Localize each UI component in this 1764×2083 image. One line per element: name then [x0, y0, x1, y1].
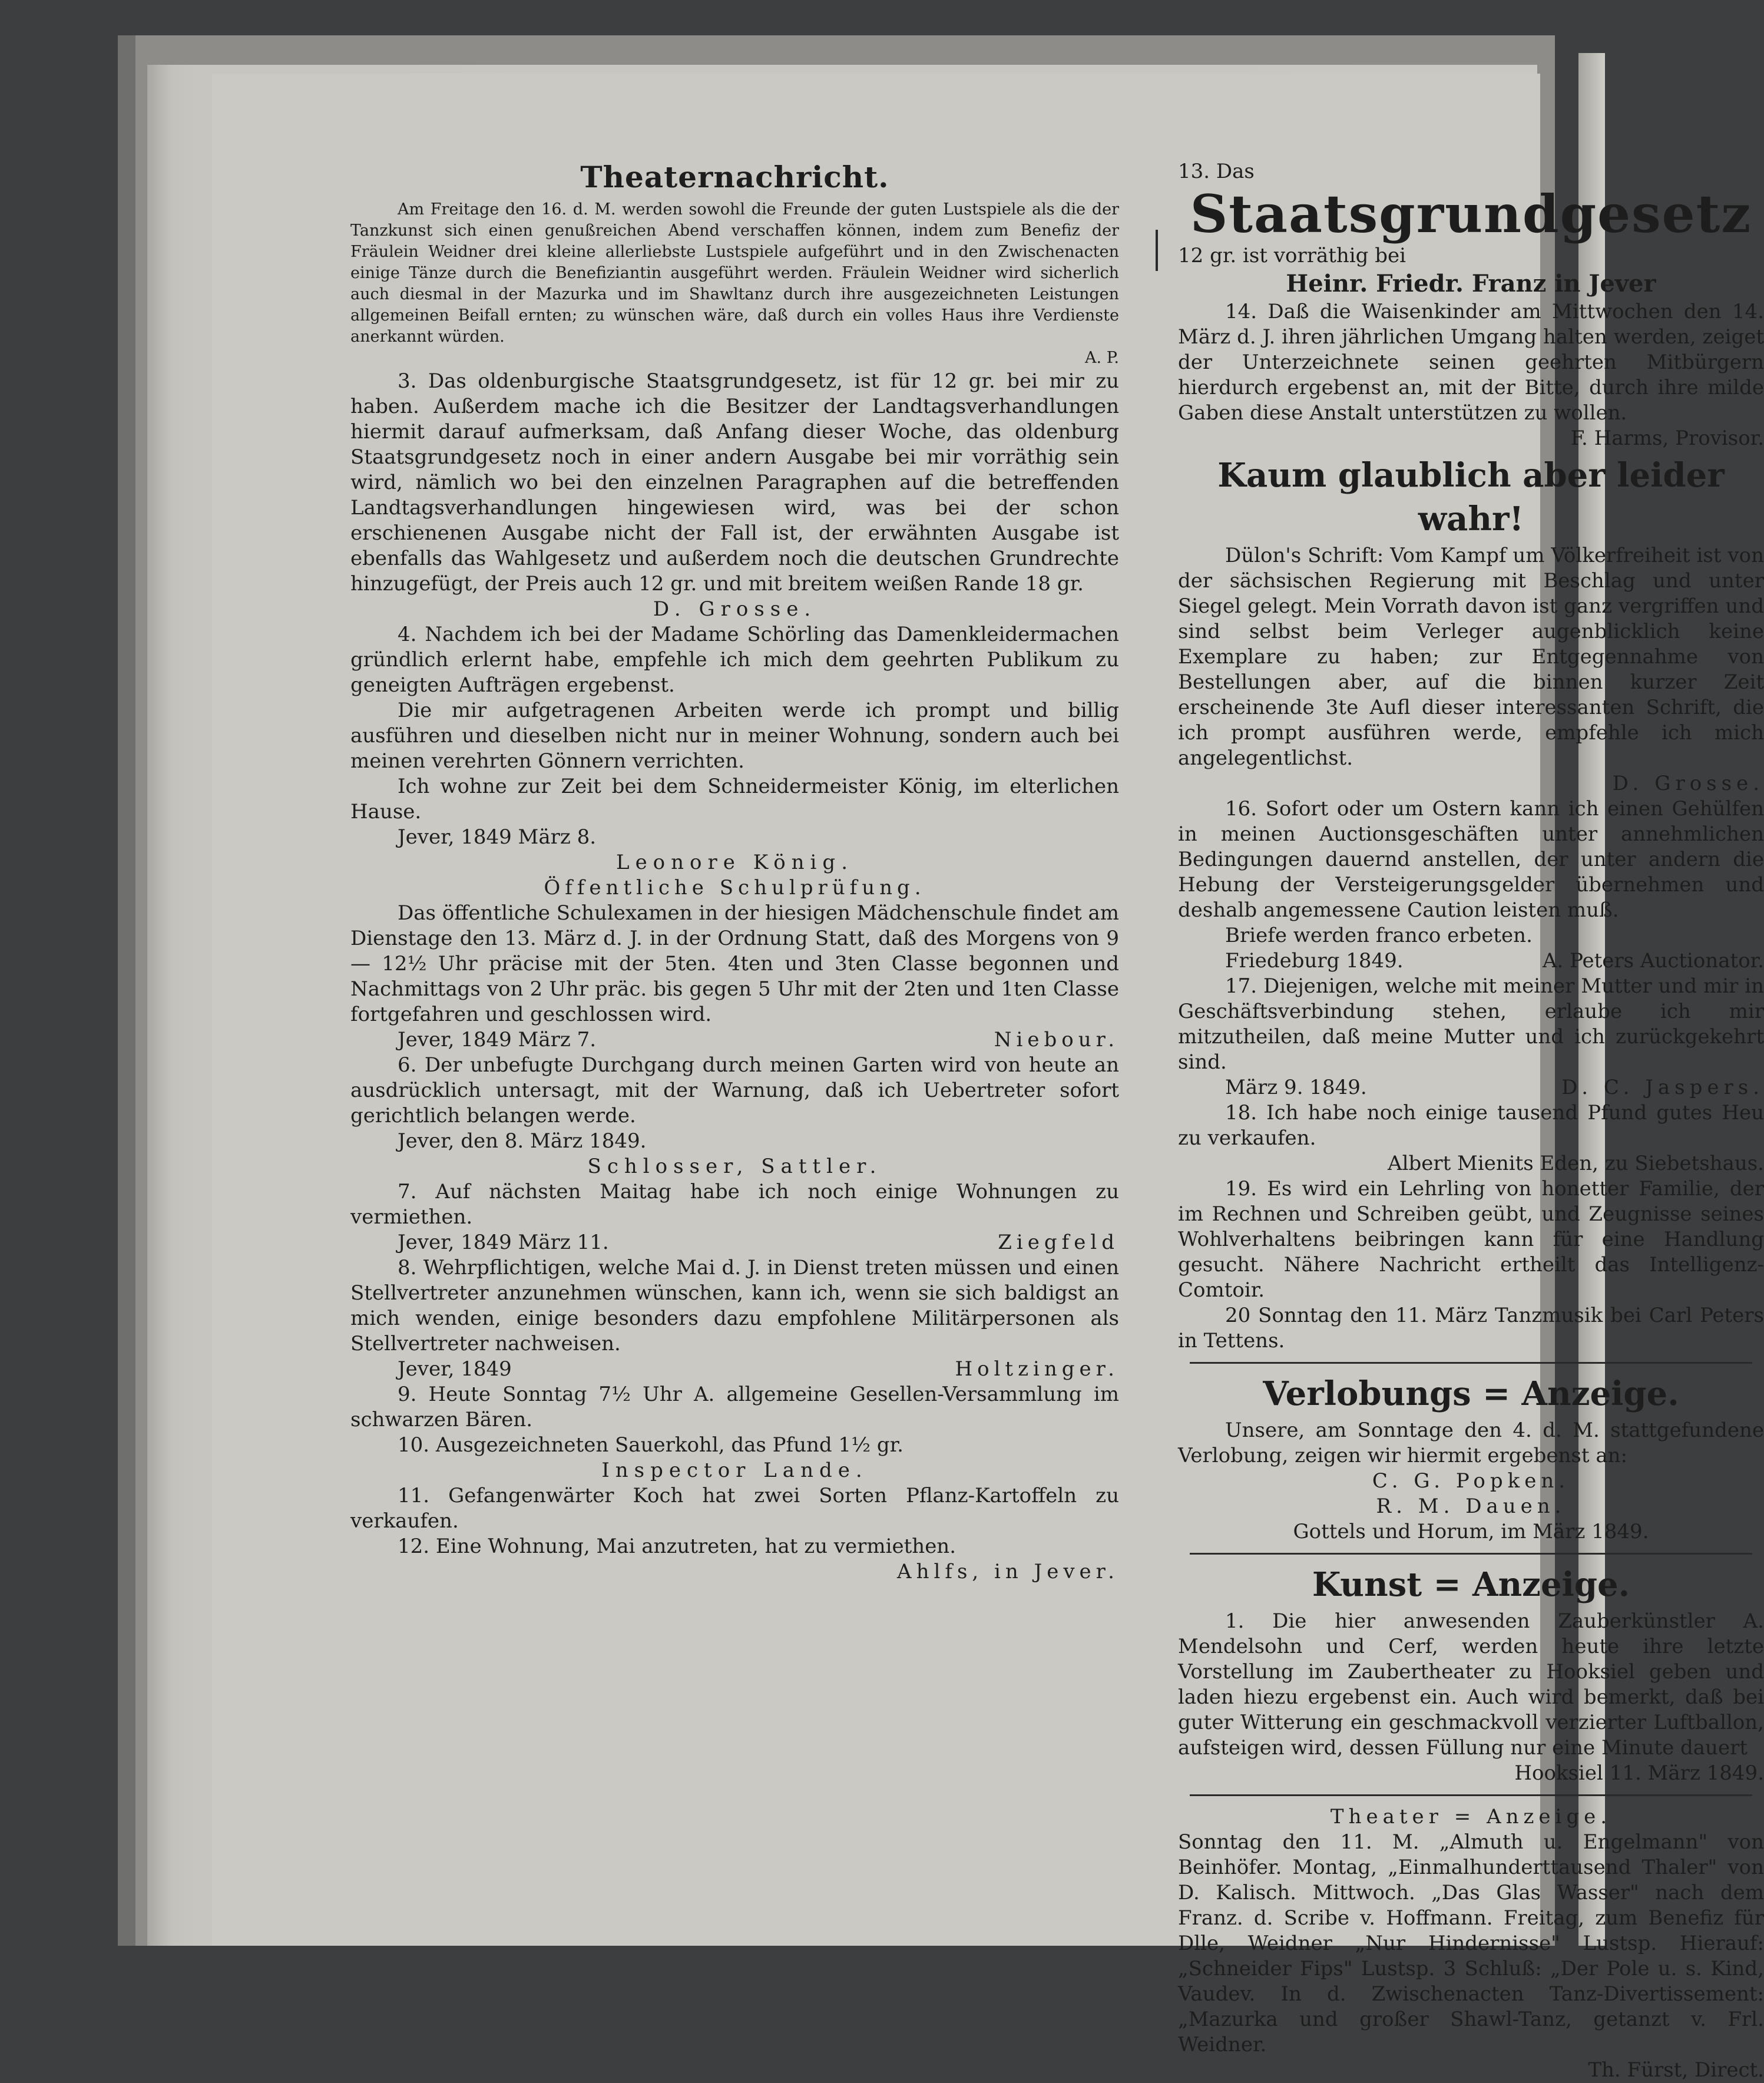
ad17-footer — [1178, 1075, 1764, 1100]
ad3-text: 3. Das oldenburgische Staatsgrundgesetz, ist für 12 gr. bei mir zu haben. Außerdem mache ich die Besitzer der Landtagsverhandlungen hiermit darauf aufmerksam, daß Anfang dieser Woche, das oldenburg Staatsgrundgesetz noch in einer andern Ausgabe bei mir vorräthig sein wird, nämlich wo bei den einzelnen Paragraphen auf die betreffenden Landtagsverhandlungen hingewiesen wird, was bei der schon erschienenen Ausgabe nicht der Fall ist, der erwähnten Ausgabe ist ebenfalls das Wahlgesetz und außerdem noch die deutschen Grundrechte hinzugefügt, der Preis auch 12 gr. und mit breitem weißen Rande 18 gr. — [350, 369, 1119, 596]
school-text: Das öffentliche Schulexamen in der hiesigen Mädchenschule findet am Dienstage den 13. März d. J. in der Ordnung Statt, daß des Morgens von 9 — 12½ Uhr präcise mit der 5ten. 4ten und 3ten Classe begonnen und Nachmittags von 2 Uhr präc. bis gegen 5 Uhr mit der 2ten und 1ten Classe fortgefahren und geschlossen wird. — [350, 901, 1120, 1026]
ad11-text: 11. Gefangenwärter Koch hat zwei Sorten Pflanz-Kartoffeln zu verkaufen. — [350, 1484, 1119, 1533]
left-column — [350, 159, 1119, 1585]
ad14-text: 14. Daß die Waisenkinder am Mittwochen den 14. März d. J. ihren jährlichen Umgang halten werden, zeiget der Unterzeichnete seinen geehrten Mitbürgern hierdurch ergebenst an, mit der Bitte, durch ihre milde Gaben diese Anstalt unterstützen zu wollen. — [1178, 300, 1764, 425]
ad16-text: 16. Sofort oder um Ostern kann ich einen Gehülfen in meinen Auctionsgeschäften unter annehmlichen Bedingungen dauernd anstellen, der unter andern die Hebung der Versteigerungsgelder übernehmen und deshalb angemessene Caution leisten muß. — [1178, 797, 1764, 922]
ad14-signature: F. Harms, Provisor. — [1570, 426, 1764, 450]
ad6-signature: Schlosser, Sattler. — [587, 1155, 882, 1178]
art-heading: Kunst = Anzeige. — [1312, 1565, 1630, 1604]
ad8-footer — [350, 1357, 1119, 1382]
ad8-date: Jever, 1849 — [398, 1357, 512, 1381]
right-column — [1178, 159, 1764, 2083]
ad13-seller: Heinr. Friedr. Franz in Jever — [1286, 270, 1656, 297]
art-date: Hooksiel 11. März 1849. — [1514, 1761, 1764, 1785]
school-signature: Niebour. — [994, 1028, 1119, 1052]
ad16-signature: A. Peters Auctionator. — [1542, 949, 1764, 973]
school-date: Jever, 1849 März 7. — [398, 1028, 597, 1052]
divider-rule — [1190, 1553, 1752, 1555]
theater-heading: Theaternachricht. — [580, 160, 889, 194]
ad6-text: 6. Der unbefugte Durchgang durch meinen Garten wird von heute an ausdrücklich untersagt, mit der Warnung, daß ich Uebertreter sofort gerichtlich belangen werde. — [350, 1053, 1119, 1128]
column-divider — [1156, 230, 1158, 271]
divider-rule — [1190, 1794, 1752, 1796]
ad4-signature: Leonore König. — [615, 851, 854, 874]
ad10-signature: Inspector Lande. — [601, 1459, 868, 1482]
ad7-signature: Ziegfeld — [998, 1231, 1119, 1254]
ad4-text-3: Ich wohne zur Zeit bei dem Schneidermeister König, im elterlichen Hause. — [350, 775, 1119, 824]
ad15-text: Dülon's Schrift: Vom Kampf um Völkerfreiheit ist von der sächsischen Regierung mit Beschlag und unter Siegel gelegt. Mein Vorrath davon ist ganz vergriffen und sind selbst beim Verleger augenblicklich keine Exemplare zu haben; zur Entgegennahme von Bestellungen aber, auf die binnen kurzer Zeit erscheinende 3te Aufl dieser interessanten Schrift, die ich prompt ausführen werde, empfehle ich mich angelegentlichst. — [1178, 544, 1764, 770]
ad13-title: Staatsgrundgesetz — [1190, 183, 1752, 244]
divider-rule — [1190, 1362, 1752, 1364]
engagement-place: Gottels und Horum, im März 1849. — [1293, 1520, 1649, 1543]
ad10-text: 10. Ausgezeichneten Sauerkohl, das Pfund 1½ gr. — [398, 1433, 903, 1457]
engagement-name-2: R. M. Dauen. — [1376, 1495, 1566, 1518]
ad8-text: 8. Wehrpflichtigen, welche Mai d. J. in Dienst treten müssen und einen Stellvertreter anzunehmen wünschen, kann ich, wenn sie sich baldigst an mich wenden, einige besonders dazu empfohlene Militärpersonen als Stellvertreter nachweisen. — [350, 1256, 1119, 1355]
ad17-text: 17. Diejenigen, welche mit meiner Mutter und mir in Geschäftsverbindung stehen, erlaube ich mir mitzutheilen, daß meine Mutter und ich zurückgekehrt sind. — [1178, 974, 1764, 1074]
theater-ad-text: Sonntag den 11. M. „Almuth u. Engelmann" von Beinhöfer. Montag, „Einmalhunderttausend Thaler" von D. Kalisch. Mittwoch. „Das Glas Wasser" nach dem Franz. d. Scribe v. Hoffmann. Freitag, zum Benefiz für Dlle, Weidner „Nur Hindernisse" Lustsp. Hierauf: „Schneider Fips" Lustsp. 3 Schluß: „Der Pole u. s. Kind, Vaudev. In d. Zwischenacten Tanz-Divertissement: „Mazurka und großer Shawl-Tanz, getanzt v. Frl. Weidner. — [1178, 1830, 1764, 2056]
ad16-note: Briefe werden franco erbeten. — [1225, 924, 1533, 947]
ad9-text: 9. Heute Sonntag 7½ Uhr A. allgemeine Gesellen-Versammlung im schwarzen Bären. — [350, 1383, 1119, 1431]
theater-text: Am Freitage den 16. d. M. werden sowohl die Freunde der guten Lustspiele als die der Tanzkunst sich einen genußreichen Abend verschaffen können, indem zum Benefiz der Fräulein Weidner drei kleine allerliebste Lustspiele aufgeführt und in den Zwischenacten einige Tänze durch die Benefiziantin ausgeführt werden. Fräulein Weidner wird sicherlich auch diesmal in der Mazurka und im Shawltanz durch ihre ausgezeichneten Leistungen allgemeinen Beifall ernten; zu wünschen wäre, daß durch ein volles Haus ihre Verdienste anerkannt würden. — [350, 200, 1119, 346]
ad3-signature: D. Grosse. — [653, 597, 817, 621]
engagement-text: Unsere, am Sonntage den 4. d. M. stattgefundene Verlobung, zeigen wir hiermit ergebenst an: — [1178, 1419, 1764, 1467]
ad13-price: 12 gr. ist vorräthig bei — [1178, 244, 1406, 267]
art-text: 1. Die hier anwesenden Zauberkünstler A. Mendelsohn und Cerf, werden heute ihre letzte Vorstellung im Zaubertheater zu Hooksiel geben und laden hiezu ergebenst ein. Auch wird bemerkt, daß bei guter Witterung ein geschmackvoll verzierter Luftballon, aufsteigen wird, dessen Füllung nur eine Minute dauert — [1178, 1609, 1764, 1760]
ad18-text: 18. Ich habe noch einige tausend Pfund gutes Heu zu verkaufen. — [1178, 1101, 1764, 1150]
ad15-signature: D. Grosse. — [1612, 772, 1764, 795]
ad20-text: 20 Sonntag den 11. März Tanzmusik bei Carl Peters in Tettens. — [1178, 1304, 1764, 1353]
ad16-date: Friedeburg 1849. — [1225, 949, 1404, 973]
theater-ad-heading: Theater = Anzeige. — [1330, 1805, 1612, 1829]
ad13-intro: 13. Das — [1178, 160, 1255, 183]
ad4-text-1: 4. Nachdem ich bei der Madame Schörling das Damenkleidermachen gründlich erlernt habe, empfehle ich mich dem geehrten Publikum zu geneigten Aufträgen ergebenst. — [350, 623, 1119, 697]
ad12-text: 12. Eine Wohnung, Mai anzutreten, hat zu vermiethen. — [398, 1535, 957, 1558]
theater-signature: A. P. — [1085, 349, 1119, 367]
ad19-text: 19. Es wird ein Lehrling von honetter Familie, der im Rechnen und Schreiben geübt, und Zeugnisse seines Wohlverhaltens beibringen kann für eine Handlung gesucht. Nähere Nachricht ertheilt das Intelligenz-Comtoir. — [1178, 1177, 1764, 1302]
ad7-date: Jever, 1849 März 11. — [398, 1231, 609, 1254]
ad7-text: 7. Auf nächsten Maitag habe ich noch einige Wohnungen zu vermiethen. — [350, 1180, 1119, 1229]
newspaper-page — [212, 74, 1764, 2082]
ad17-signature: D. C. Jaspers. — [1561, 1076, 1764, 1099]
ad6-date: Jever, den 8. März 1849. — [398, 1129, 647, 1153]
school-footer — [350, 1027, 1119, 1053]
ad4-date: Jever, 1849 März 8. — [398, 825, 597, 849]
ad16-footer — [1178, 948, 1764, 974]
school-heading: Öffentliche Schulprüfung. — [544, 876, 926, 900]
ad12-signature: Ahlfs, in Jever. — [897, 1560, 1119, 1583]
ad4-text-2: Die mir aufgetragenen Arbeiten werde ich prompt und billig ausführen und dieselben nicht nur in meiner Wohnung, sondern auch bei meinen verehrten Gönnern verrichten. — [350, 699, 1119, 773]
engagement-heading: Verlobungs = Anzeige. — [1263, 1374, 1679, 1413]
ad8-signature: Holtzinger. — [955, 1357, 1119, 1381]
ad17-date: März 9. 1849. — [1225, 1076, 1367, 1099]
ad18-signature: Albert Mienits Eden, zu Siebetshaus. — [1388, 1152, 1764, 1175]
theater-ad-signature: Th. Fürst, Direct. — [1588, 2058, 1764, 2082]
engagement-name-1: C. G. Popken. — [1372, 1469, 1570, 1493]
ad15-heading: Kaum glaublich aber leider wahr! — [1217, 456, 1725, 538]
ad7-footer — [350, 1230, 1119, 1255]
